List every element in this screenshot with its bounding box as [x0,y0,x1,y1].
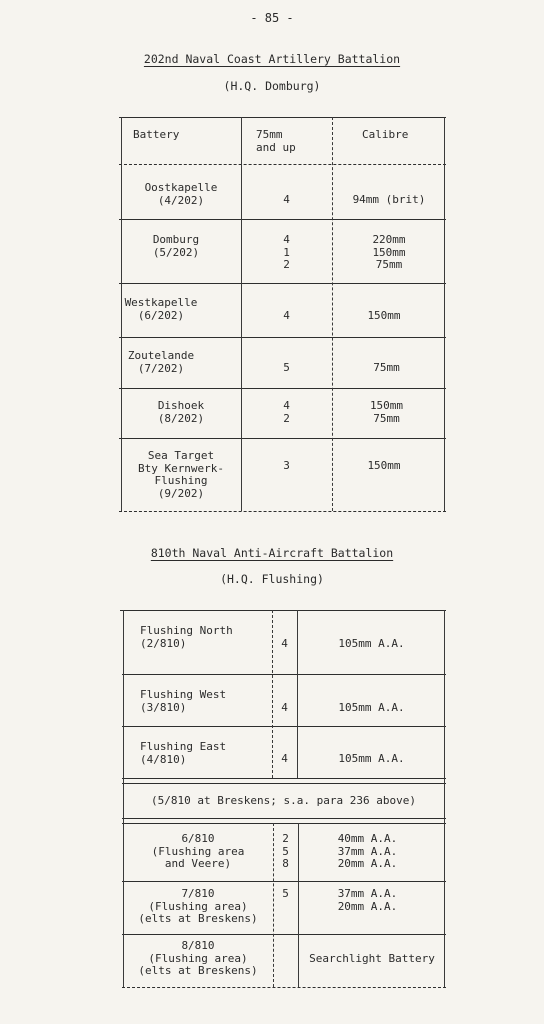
cell-battery: Oostkapelle (4/202) [144,181,218,207]
cell-calibre: Searchlight Battery [309,952,435,965]
table-rule [122,881,446,882]
table-border [122,987,446,988]
table-border [120,610,446,611]
table-rule [122,818,446,819]
cell-battery: Flushing North (2/810) [140,624,233,650]
cell-battery: Flushing East (4/810) [140,740,227,766]
section-title-text: 202nd Naval Coast Artillery Battalion [143,52,401,66]
cell-battery: Zoutelande (7/202) [127,349,195,375]
cell-battery: 6/810 (Flushing area and Veere) [151,832,245,870]
table-border [444,117,445,511]
table-border [444,610,445,987]
cell-guns: 3 [283,459,290,472]
table-rule [119,337,446,338]
table-border [119,511,446,512]
table-rule [122,778,446,779]
cell-guns: 4 [281,701,288,714]
cell-battery: Flushing West (3/810) [140,688,227,714]
section-hq-202nd: (H.Q. Domburg) [223,79,321,93]
cell-guns: 5 [282,887,289,900]
cell-guns: 4 [283,193,290,206]
cell-calibre: 94mm (brit) [352,193,426,206]
table-rule [119,164,446,165]
cell-battery: 7/810 (Flushing area) (elts at Breskens) [138,887,258,925]
header-battery: Battery [133,128,180,141]
cell-calibre: 105mm A.A. [338,752,405,765]
cell-calibre: 150mm [367,309,401,322]
cell-calibre: 40mm A.A. 37mm A.A. 20mm A.A. [337,832,398,870]
cell-calibre: 37mm A.A. 20mm A.A. [337,887,398,913]
table-rule [122,823,446,824]
cell-calibre: 105mm A.A. [338,637,405,650]
table-rule [119,219,446,220]
cell-calibre: 150mm [367,459,401,472]
table-rule [122,674,446,675]
section-title-810th [0,546,544,560]
header-guns: 75mm and up [256,128,296,154]
cell-guns: 5 [283,361,290,374]
page-number: - 85 - [250,11,294,25]
table-rule [122,783,446,784]
header-calibre: Calibre [362,128,409,141]
cell-battery: Dishoek (8/202) [157,399,205,425]
cell-guns: 2 5 8 [282,832,289,870]
section-title-text: 810th Naval Anti-Aircraft Battalion [150,546,394,560]
section-hq-810th: (H.Q. Flushing) [220,572,324,586]
table-rule [297,610,298,778]
cell-battery: Sea Target Bty Kernwerk- Flushing (9/202) [137,449,225,500]
cell-guns: 4 1 2 [283,233,290,271]
cell-guns: 4 [281,752,288,765]
section-title-202nd [0,52,544,66]
table-rule [119,283,446,284]
table-rule [119,438,446,439]
cell-calibre: 105mm A.A. [338,701,405,714]
cell-battery: 8/810 (Flushing area) (elts at Breskens) [138,939,258,977]
cell-calibre: 220mm 150mm 75mm [372,233,406,271]
table-border [119,117,446,118]
cell-guns: 4 2 [283,399,290,425]
cell-calibre: 75mm [373,361,400,374]
table-rule [122,726,446,727]
table-rule [332,117,333,511]
cell-guns: 4 [281,637,288,650]
cell-battery: Westkapelle (6/202) [124,296,198,322]
breskens-note: (5/810 at Breskens; s.a. para 236 above) [151,794,416,807]
table-rule [122,934,446,935]
cell-guns: 4 [283,309,290,322]
cell-calibre: 150mm 75mm [369,399,404,425]
table-rule [119,388,446,389]
cell-battery: Domburg (5/202) [152,233,200,259]
